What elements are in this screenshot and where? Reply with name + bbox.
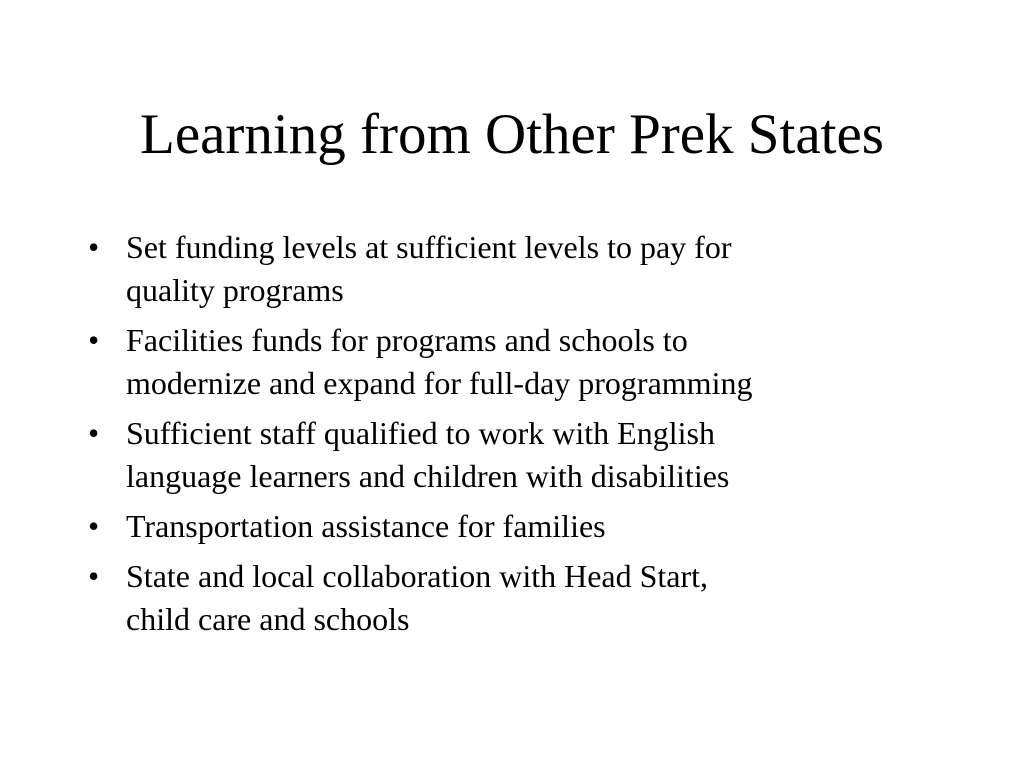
bullet-text-line: Facilities funds for programs and schools to [126,322,688,358]
bullet-icon: • [88,322,100,358]
bullet-icon: • [88,558,100,594]
bullet-item-funding [88,226,968,312]
bullet-text-line: language learners and children with disabilities [126,458,730,494]
bullet-text-line: Transportation assistance for families [126,508,606,544]
bullet-text-line: quality programs [126,272,344,308]
bullet-text-line: Set funding levels at sufficient levels to pay for [126,229,732,265]
bullet-text-line: State and local collaboration with Head Start, [126,558,709,594]
bullet-text-line: Sufficient staff qualified to work with English [126,415,715,451]
bullet-item-transportation [88,505,968,548]
bullet-icon: • [88,415,100,451]
bullet-icon: • [88,229,100,265]
bullet-text-line: modernize and expand for full-day programming [126,365,753,401]
bullet-text-line: child care and schools [126,601,410,637]
slide-title: Learning from Other Prek States [140,103,884,166]
bullet-icon: • [88,508,100,544]
bullet-item-staff [88,412,968,498]
bullet-item-facilities [88,319,968,405]
bullet-item-collaboration [88,555,968,641]
bullet-list [88,226,968,648]
